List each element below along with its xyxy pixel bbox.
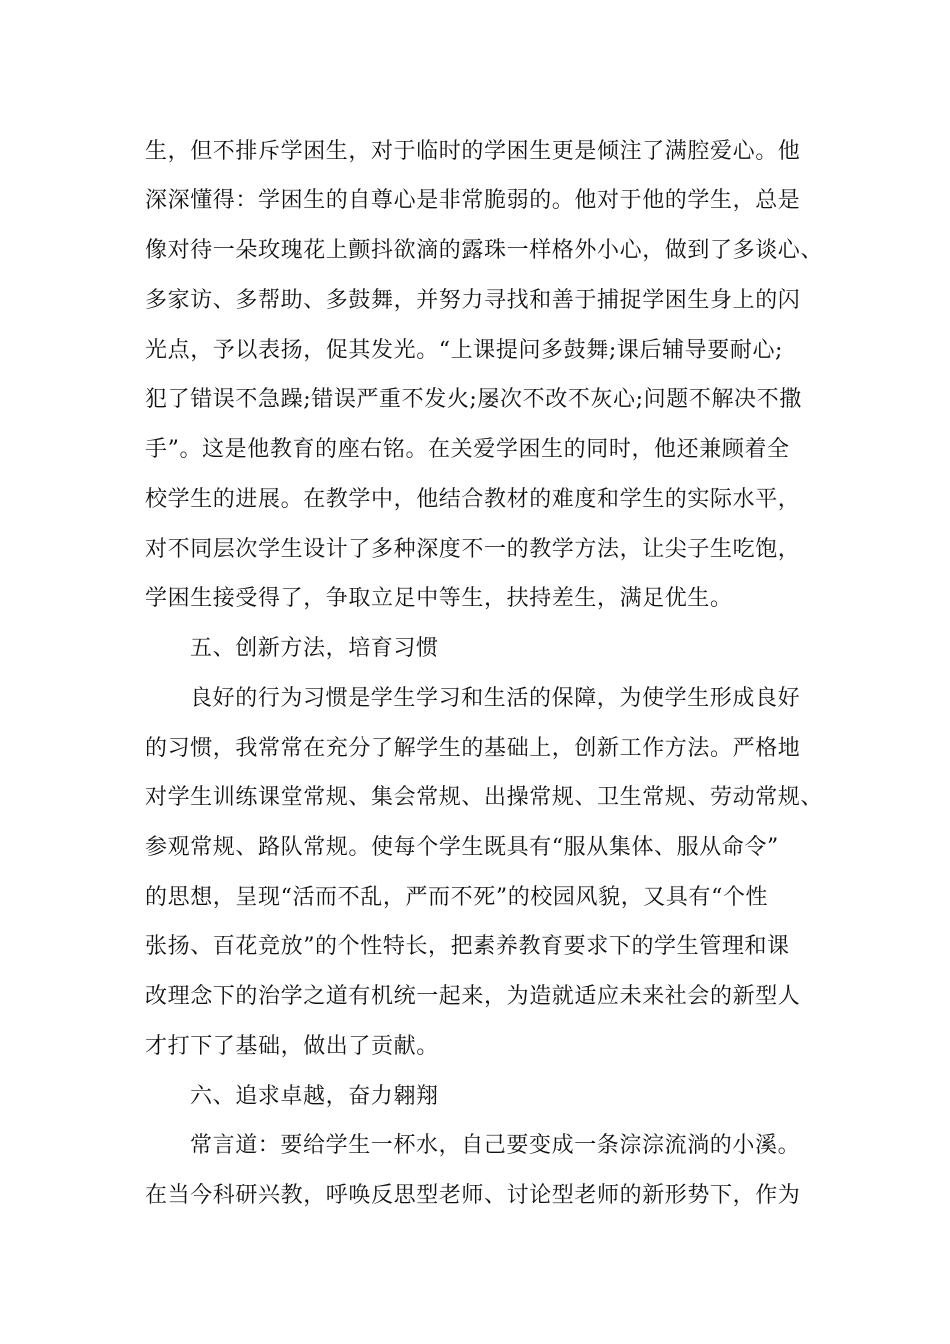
text-line: 多家访、多帮助、多鼓舞，并努力寻找和善于捕捉学困生身上的闪 (145, 288, 801, 313)
paragraph-first-line: 常言道：要给学生一杯水，自己要变成一条淙淙流淌的小溪。 (190, 1133, 801, 1158)
text-line: 在当今科研兴教，呼唤反思型老师、讨论型老师的新形势下，作为 (145, 1183, 801, 1208)
section-heading: 六、追求卓越，奋力翱翔 (190, 1084, 439, 1109)
section-heading: 五、创新方法，培育习惯 (190, 636, 439, 661)
text-line: 生，但不排斥学困生，对于临时的学困生更是倾注了满腔爱心。他 (145, 139, 801, 164)
text-line: 深深懂得：学困生的自尊心是非常脆弱的。他对于他的学生，总是 (145, 188, 801, 213)
text-line: 光点，予以表扬，促其发光。“上课提问多鼓舞;课后辅导要耐心; (145, 338, 784, 363)
text-line: 学困生接受得了，争取立足中等生，扶持差生，满足优生。 (145, 586, 733, 611)
text-line: 的思想，呈现“活而不乱，严而不死”的校园风貌，又具有“个性 (145, 885, 769, 910)
text-line: 的习惯，我常常在充分了解学生的基础上，创新工作方法。严格地 (145, 736, 801, 761)
text-line: 参观常规、路队常规。使每个学生既具有“服从集体、服从命令” (145, 835, 779, 860)
text-line: 犯了错误不急躁;错误严重不发火;屡次不改不灰心;问题不解决不撒 (145, 387, 802, 412)
text-line: 对学生训练课堂常规、集会常规、出操常规、卫生常规、劳动常规、 (145, 785, 824, 810)
text-line: 才打下了基础，做出了贡献。 (145, 1034, 439, 1059)
text-line: 对不同层次学生设计了多种深度不一的教学方法，让尖子生吃饱， (145, 537, 801, 562)
text-line: 校学生的进展。在教学中，他结合教材的难度和学生的实际水平， (145, 487, 801, 512)
text-line: 像对待一朵玫瑰花上颤抖欲滴的露珠一样格外小心，做到了多谈心、 (145, 238, 824, 263)
text-line: 改理念下的治学之道有机统一起来，为造就适应未来社会的新型人 (145, 984, 801, 1009)
text-line: 张扬、百花竞放”的个性特长，把素养教育要求下的学生管理和课 (145, 934, 790, 959)
text-line: 手”。这是他教育的座右铭。在关爱学困生的同时，他还兼顾着全 (145, 437, 790, 462)
paragraph-first-line: 良好的行为习惯是学生学习和生活的保障，为使学生形成良好 (190, 686, 801, 711)
